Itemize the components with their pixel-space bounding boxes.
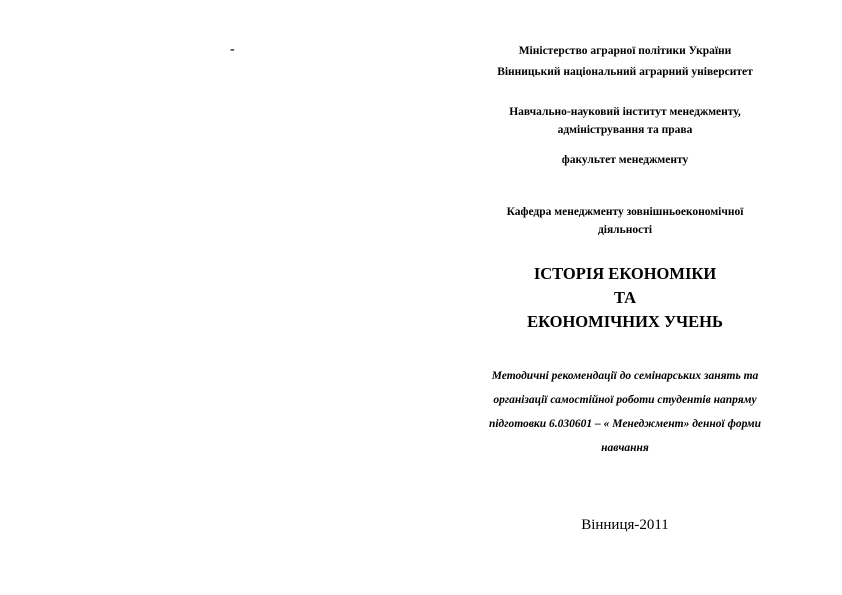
title-line-1: ІСТОРІЯ ЕКОНОМІКИ [533,264,717,283]
institute-block [446,103,804,139]
city-year [446,517,804,534]
city-year-text: Вінниця-2011 [581,517,669,533]
document-title [446,262,804,334]
ministry-name: Міністерство аграрної політики України [518,45,732,57]
subtitle-line-4: навчання [601,442,649,454]
faculty-name: факультет менеджменту [561,154,689,166]
department-block [446,203,804,239]
institute-line-2: адміністрування та права [557,124,693,136]
title-line-3: ЕКОНОМІЧНИХ УЧЕНЬ [527,312,723,331]
subtitle-line-3: підготовки 6.030601 – « Менеджмент» денної форми [488,418,762,430]
document-subtitle [446,364,804,460]
faculty-block [446,150,804,171]
department-line-1: Кафедра менеджменту зовнішньоекономічної [506,206,744,218]
ministry-block [446,41,804,83]
title-line-2: ТА [613,288,637,307]
institute-line-1: Навчально-науковий інститут менеджменту, [509,106,741,118]
subtitle-line-1: Методичні рекомендації до семінарських занять та [491,370,759,382]
subtitle-line-2: організації самостійної роботи студентів напряму [493,394,757,406]
department-line-2: діяльності [597,224,653,236]
university-name: Вінницький національний аграрний університет [497,66,753,78]
dash-mark: - [230,42,235,57]
